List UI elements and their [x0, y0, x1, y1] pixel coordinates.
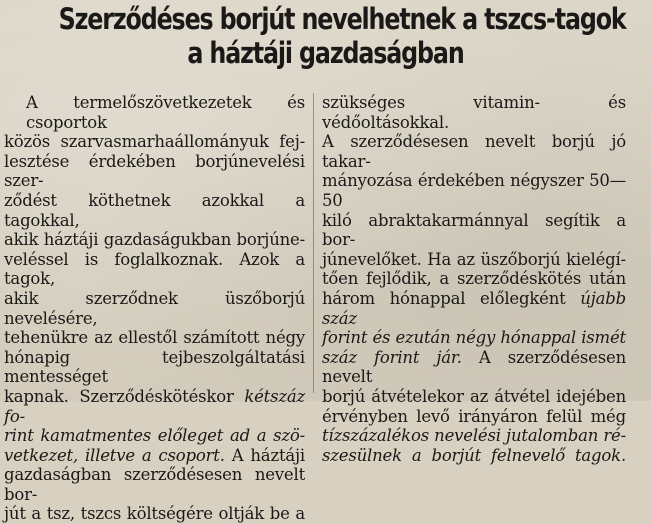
italic-phrase: újabb száz [322, 288, 626, 328]
text-line: ződést köthetnek azokkal a tagokkal, [4, 190, 305, 230]
text-line: lesztése érdekében borjúnevelési szer- [4, 151, 305, 191]
column-divider [313, 93, 314, 393]
text-line: forint és ezután négy hónappal ismét [322, 328, 626, 348]
text-line: közös szarvasmarhaállományuk fej- [4, 132, 305, 152]
text-line: tehenükre az ellestől számított négy [4, 328, 305, 348]
text-line: rint kamatmentes előleget ad a szö- [4, 426, 305, 446]
text-line: A szerződésesen nevelt borjú jó takar- [322, 132, 626, 171]
text-line: három hónappal előlegként újabb száz [322, 288, 626, 328]
headline-line-1: Szerződéses borjút nevelhetnek a tszcs-tagok [58, 2, 626, 36]
article-column-left [4, 93, 305, 524]
text-line: A termelőszövetkezetek és csoportok [26, 93, 305, 132]
text-line: érvényben levő irányáron felül még [322, 406, 626, 426]
text-line: tően fejlődik, a szerződéskötés után [322, 269, 626, 289]
text-line: júnevelőket. Ha az üszőborjú kielégí- [322, 249, 626, 269]
text-line: vetkezet, illetve a csoport. A háztáji [4, 445, 305, 465]
text-line: száz forint jár. A szerződésesen nevelt [322, 347, 626, 387]
text-line: gazdaságban szerződésesen nevelt bor- [4, 465, 305, 504]
text-line: akik szerződnek üszőborjú nevelésére, [4, 288, 305, 328]
text-line: akik háztáji gazdaságukban borjúne- [4, 230, 305, 250]
text-line: kapnak. Szerződéskötéskor kétszáz fo- [4, 386, 305, 426]
text-line: szükséges vitamin- és védőoltásokkal. [322, 93, 626, 132]
text-line: jút a tsz, tszcs költségére oltják be a [4, 504, 305, 524]
italic-phrase: száz forint jár. [322, 347, 462, 367]
text-line: veléssel is foglalkoznak. Azok a tagok, [4, 249, 305, 289]
italic-phrase: vetkezet, illetve a csoport. [4, 445, 225, 465]
text-line: hónapig tejbeszolgáltatási mentességet [4, 347, 305, 387]
text-line: borjú átvételekor az átvétel idejében [322, 386, 626, 406]
text-line: tízszázalékos nevelési jutalomban ré- [322, 426, 626, 446]
italic-phrase: kétszáz fo- [4, 386, 305, 426]
text-line: mányozása érdekében négyszer 50—50 [322, 171, 626, 210]
headline-line-2: a háztáji gazdaságban [187, 36, 464, 70]
text-line: kiló abraktakarmánnyal segítik a bor- [322, 210, 626, 250]
article-column-right [322, 93, 626, 465]
text-line: szesülnek a borjút felnevelő tagok. [322, 445, 626, 465]
article-headline [58, 2, 626, 70]
